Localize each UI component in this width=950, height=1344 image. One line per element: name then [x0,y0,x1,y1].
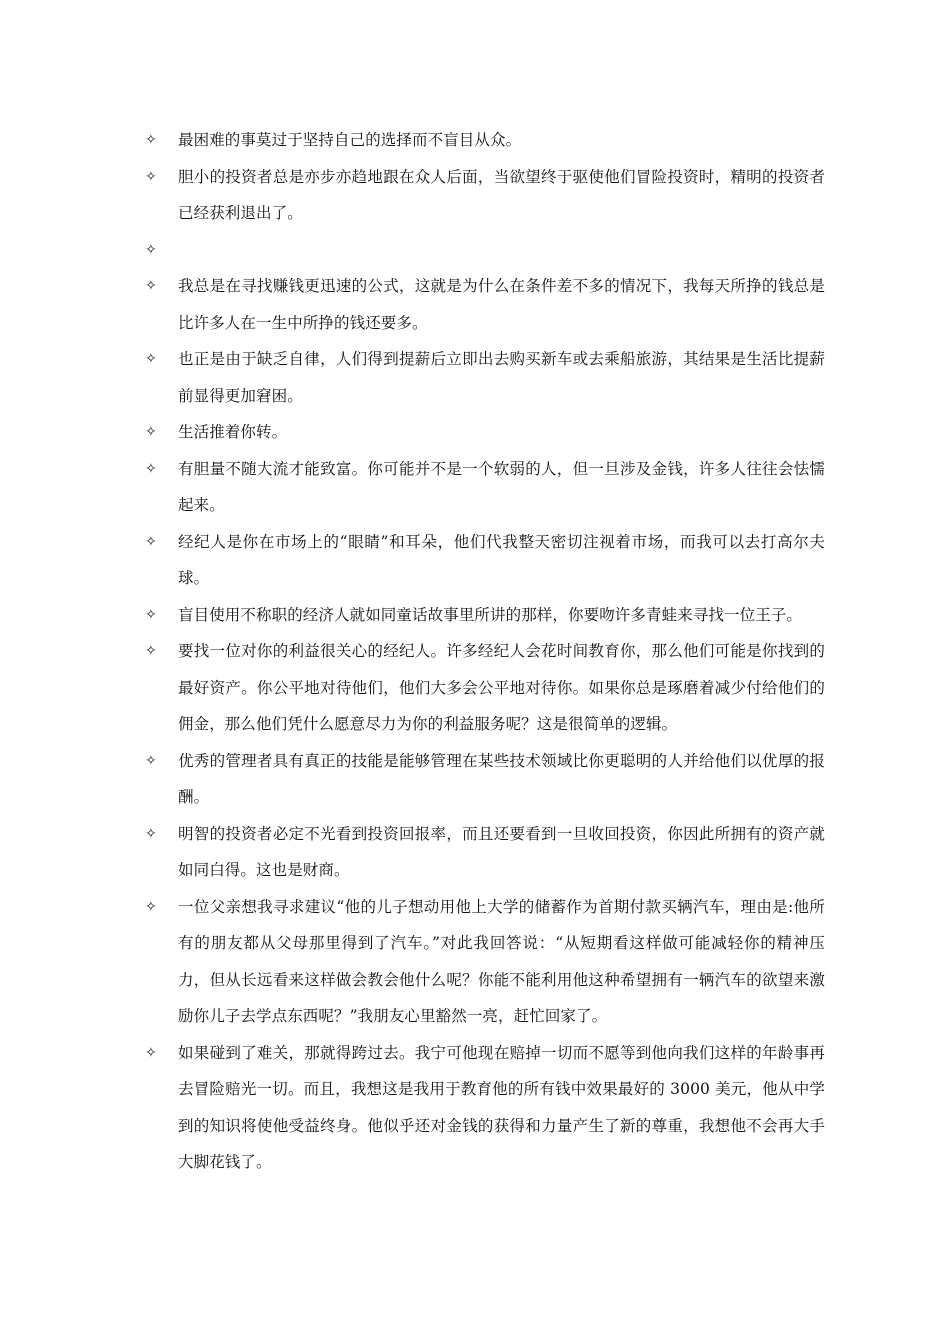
list-item [145,268,825,341]
list-item-text: 也正是由于缺乏自律，人们得到提薪后立即出去购买新车或去乘船旅游，其结果是生活比提薪前显得更加窘困。 [178,350,825,405]
list-item [145,414,825,451]
four-point-star-bullet-icon: ✧ [145,241,157,258]
list-item-text: 我总是在寻找赚钱更迅速的公式，这就是为什么在条件差不多的情况下，我每天所挣的钱总是比许多人在一生中所挣的钱还要多。 [178,277,825,332]
four-point-star-bullet-icon: ✧ [145,168,157,185]
four-point-star-bullet-icon: ✧ [145,351,157,367]
list-item-text: 最困难的事莫过于坚持自己的选择而不盲目从众。 [178,131,522,149]
four-point-star-bullet-icon: ✧ [145,533,157,550]
list-item-text: 优秀的管理者具有真正的技能是能够管理在某些技术领域比你更聪明的人并给他们以优厚的报酬。 [178,751,825,806]
list-item [145,816,825,889]
list-item [145,451,825,524]
four-point-star-bullet-icon: ✧ [145,898,157,915]
list-item-text: 要找一位对你的利益很关心的经纪人。许多经纪人会花时间教育你，那么他们可能是你找到的最好资产。你公平地对待他们，他们大多会公平地对待你。如果你总是琢磨着减少付给他们的佣金，那么他们凭什么愿意尽力为你的利益服务呢？这是很简单的逻辑。 [178,642,825,733]
four-point-star-bullet-icon: ✧ [145,132,157,148]
list-item [145,633,825,743]
list-item [145,122,825,159]
list-item [145,597,825,634]
list-item-text: 胆小的投资者总是亦步亦趋地跟在众人后面，当欲望终于驱使他们冒险投资时，精明的投资者已经获利退出了。 [178,167,825,222]
list-item-text: 盲目使用不称职的经济人就如同童话故事里所讲的那样，你要吻许多青蛙来寻找一位王子。 [178,605,803,624]
four-point-star-bullet-icon: ✧ [145,752,157,769]
list-item-text: 生活推着你转。 [178,423,288,441]
list-item [145,1035,825,1181]
four-point-star-bullet-icon: ✧ [145,1044,157,1061]
list-item [145,889,825,1035]
list-item-text: 有胆量不随大流才能致富。你可能并不是一个软弱的人，但一旦涉及金钱，许多人往往会怯懦起来。 [178,459,825,514]
list-item-text: 明智的投资者必定不光看到投资回报率，而且还要看到一旦收回投资，你因此所拥有的资产就如同白得。这也是财商。 [178,824,825,879]
four-point-star-bullet-icon: ✧ [145,278,157,294]
four-point-star-bullet-icon: ✧ [145,643,157,659]
list-item [145,159,825,232]
four-point-star-bullet-icon: ✧ [145,460,157,477]
list-item [145,232,825,269]
list-item-text: 经纪人是你在市场上的“眼睛”和耳朵，他们代我整天密切注视着市场，而我可以去打高尔夫球。 [178,532,825,587]
list-item [145,341,825,414]
four-point-star-bullet-icon: ✧ [145,606,157,623]
list-item [145,524,825,597]
list-item [145,743,825,816]
four-point-star-bullet-icon: ✧ [145,825,157,842]
list-item-text [178,232,825,269]
list-item-text: 一位父亲想我寻求建议“他的儿子想动用他上大学的储蓄作为首期付款买辆汽车，理由是:他所有的朋友都从父母那里得到了汽车。”对此我回答说：“从短期看这样做可能减轻你的精神压力，但从长远看来这样做会教会他什么呢？你能不能利用他这种希望拥有一辆汽车的欲望来激励你儿子去学点东西呢？”我朋友心里豁然一亮，赶忙回家了。 [178,897,825,1025]
bullet-list [145,122,825,1181]
four-point-star-bullet-icon: ✧ [145,424,157,440]
list-item-text: 如果碰到了难关，那就得跨过去。我宁可他现在赔掉一切而不愿等到他向我们这样的年龄事再去冒险赔光一切。而且，我想这是我用于教育他的所有钱中效果最好的 3000 美元，他从中学到的知识将使他受益终身。他似乎还对金钱的获得和力量产生了新的尊重，我想他不会再大手大脚花钱了。 [178,1043,825,1171]
